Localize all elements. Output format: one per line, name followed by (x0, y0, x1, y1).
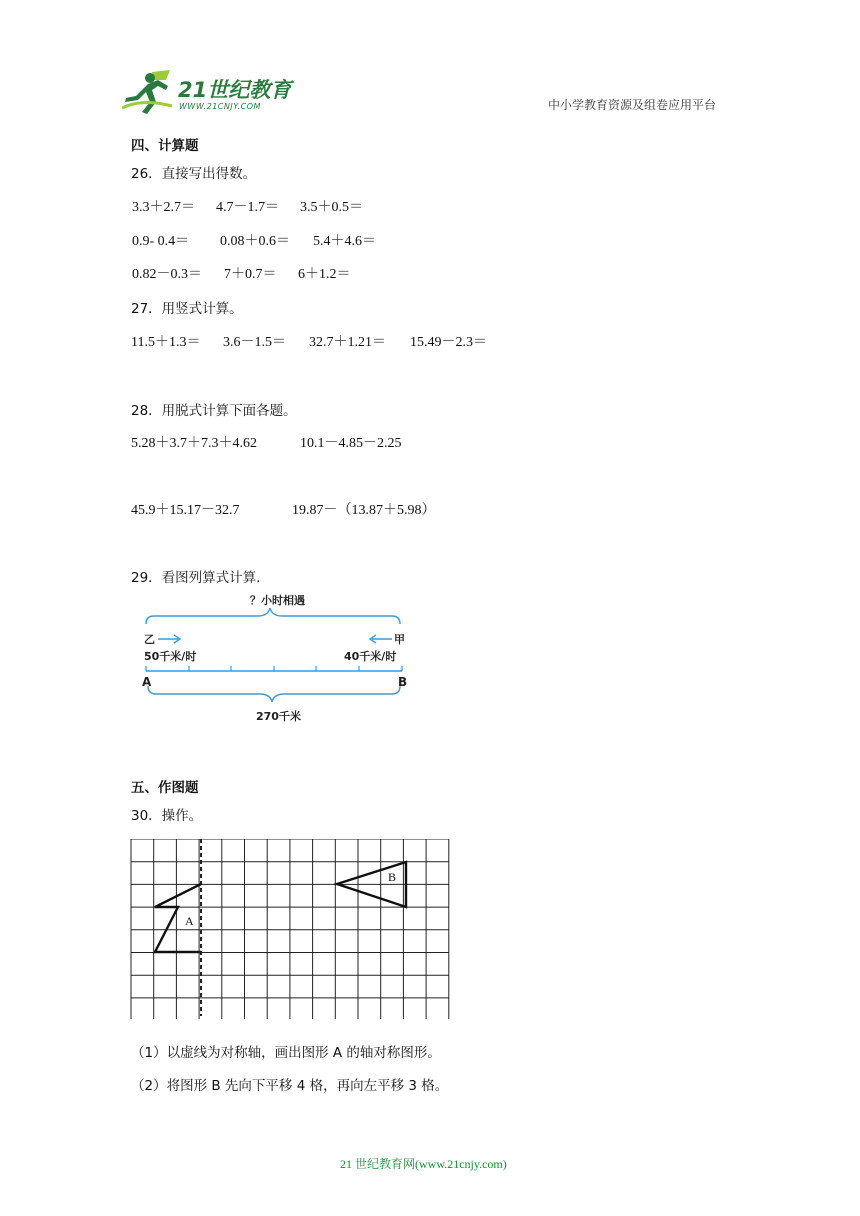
q28-item: 45.9＋15.17－32.7 (131, 503, 240, 518)
q26-expr: 3.3＋2.7＝ (132, 200, 195, 215)
header-platform-text: 中小学教育资源及组卷应用平台 (548, 98, 717, 112)
shape-b-label: B (388, 870, 397, 884)
q27-item: 15.49－2.3＝ (410, 335, 487, 350)
footer-text: 21 世纪教育网(www.21cnjy.com) (340, 1157, 507, 1171)
q26-expr: 4.7－1.7＝ (216, 200, 279, 215)
q30-sub2: （2）将图形 B 先向下平移 4 格，再向左平移 3 格。 (131, 1078, 449, 1094)
section-5-title: 五、作图题 (131, 780, 199, 796)
q27-item: 11.5＋1.3＝ (131, 335, 201, 350)
diagram-top-label: ？小时相遇 (250, 594, 305, 607)
q26-expr: 0.9- 0.4＝ (132, 234, 190, 249)
left-speed: 50千米/时 (144, 650, 197, 663)
runner-icon (122, 68, 178, 116)
right-speed: 40千米/时 (344, 650, 397, 663)
q30-sub1: （1）以虚线为对称轴，画出图形 A 的轴对称图形。 (131, 1045, 441, 1061)
bottom-brace (148, 686, 400, 702)
point-b: B (398, 675, 408, 689)
q26-expr: 3.5＋0.5＝ (300, 200, 363, 215)
q28-prompt: 28．用脱式计算下面各题。 (131, 403, 297, 419)
q26-expr: 7＋0.7＝ (224, 267, 277, 282)
q28-item: 10.1－4.85－2.25 (300, 436, 402, 451)
logo-text: 21世纪教育 (178, 78, 292, 102)
distance-label: 270千米 (256, 710, 301, 723)
top-brace (146, 608, 400, 624)
point-a: A (142, 675, 152, 689)
q26-expr: 0.82－0.3＝ (132, 267, 202, 282)
q26-expr: 5.4＋4.6＝ (313, 234, 376, 249)
q27-item: 32.7＋1.21＝ (309, 335, 386, 350)
right-name: 甲 (394, 633, 405, 646)
site-logo (122, 68, 292, 116)
q26-expr: 6＋1.2＝ (298, 267, 351, 282)
drawing-grid (130, 839, 454, 1019)
q30-prompt: 30．操作。 (131, 808, 203, 824)
shape-a (155, 884, 201, 952)
q27-prompt: 27．用竖式计算。 (131, 301, 243, 317)
q29-prompt: 29．看图列算式计算. (131, 570, 261, 586)
logo-url: WWW.21CNJY.COM (179, 102, 261, 111)
section-4-title: 四、计算题 (131, 138, 199, 154)
q26-prompt: 26．直接写出得数。 (131, 166, 257, 182)
q28-item: 5.28＋3.7＋7.3＋4.62 (131, 436, 257, 451)
q28-item: 19.87－（13.87＋5.98） (292, 503, 436, 518)
shape-a-label: A (185, 914, 194, 928)
q26-expr: 0.08＋0.6＝ (220, 234, 290, 249)
q27-item: 3.6－1.5＝ (223, 335, 286, 350)
meeting-diagram (138, 588, 418, 728)
left-name: 乙 (144, 633, 155, 646)
